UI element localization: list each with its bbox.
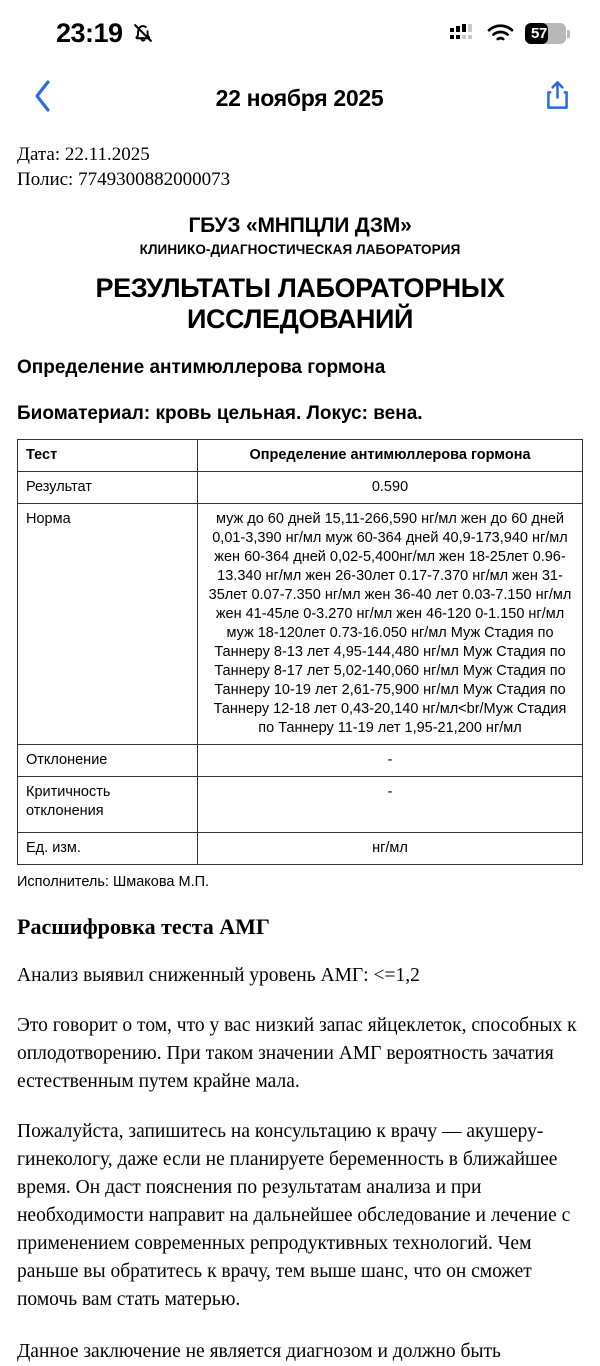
interpretation-heading: Расшифровка теста АМГ: [17, 914, 270, 939]
page-title: 22 ноября 2025: [215, 84, 384, 111]
table-row: [18, 777, 583, 833]
status-time: 23:19: [56, 17, 123, 48]
table-header-value: Определение антимюллерова гормона: [198, 440, 583, 472]
table-header-label: Тест: [18, 440, 198, 472]
battery-cap: [567, 30, 570, 38]
organization-name: ГБУЗ «МНПЦЛИ ДЗМ»: [188, 214, 412, 237]
row-value-result: 0.590: [198, 472, 583, 504]
document-date: Дата: 22.11.2025: [17, 144, 150, 165]
back-button[interactable]: [32, 79, 54, 118]
bell-mute-icon: [132, 22, 154, 44]
performer-line: Исполнитель: Шмакова М.П.: [17, 874, 210, 890]
row-label-norm: Норма: [18, 504, 198, 745]
interpretation-paragraph: Это говорит о том, что у вас низкий запас яйцеклеток, способных к оплодотворению. При таком значении АМГ вероятность зачатия естественным путем крайне мала.: [17, 1015, 577, 1092]
status-bar-left: [56, 17, 154, 48]
table-header-row: [18, 440, 583, 472]
table-row: [18, 504, 583, 745]
navigation-bar: [0, 66, 600, 130]
document-policy: Полис: 7749300882000073: [17, 169, 231, 190]
row-value-criticality: -: [198, 777, 583, 833]
share-button[interactable]: [545, 80, 570, 116]
document-body: [0, 142, 600, 1366]
organization-subtitle: КЛИНИКО-ДИАГНОСТИЧЕСКАЯ ЛАБОРАТОРИЯ: [139, 242, 461, 257]
row-value-units: нг/мл: [198, 833, 583, 865]
wifi-icon: [487, 23, 514, 43]
share-icon: [545, 80, 570, 116]
table-row: [18, 472, 583, 504]
row-label-result: Результат: [18, 472, 198, 504]
interpretation-paragraph: Данное заключение не является диагнозом и должно быть: [17, 1341, 501, 1362]
interpretation-paragraph: Пожалуйста, запишитесь на консультацию к врачу — акушеру-гинекологу, даже если не планируете беременность в ближайшее время. Он даст пояснения по результатам анализа и при необходимости направит на дальнейшее обследование и лечение с применением современных репродуктивных технологий. Чем раньше вы обратитесь к врачу, тем выше шанс, что он сможет помочь вам стать матерью.: [17, 1121, 571, 1310]
interpretation-paragraph: Анализ выявил сниженный уровень АМГ: <=1,2: [17, 965, 420, 986]
battery-indicator: [525, 23, 566, 44]
status-bar-right: [450, 23, 566, 44]
report-title: РЕЗУЛЬТАТЫ ЛАБОРАТОРНЫХ ИССЛЕДОВАНИЙ: [95, 273, 505, 334]
row-value-norm: муж до 60 дней 15,11-266,590 нг/мл жен до 60 дней 0,01-3,390 нг/мл муж 60-364 дней 40,9-173,940 нг/мл жен 60-364 дней 0,02-5,400нг/мл жен 18-25лет 0.96-13.340 нг/мл жен 26-30лет 0.17-7.370 нг/мл жен 31-35лет 0.07-7.350 нг/мл жен 36-40 лет 0.03-7.150 нг/мл жен 41-45ле 0-3.270 нг/мл жен 46-120 0-1.150 нг/мл муж 18-120лет 0.73-16.050 нг/мл Муж Стадия по Таннеру 8-13 лет 4,95-144,480 нг/мл Муж Стадия по Таннеру 8-17 лет 5,02-140,060 нг/мл Муж Стадия по Таннеру 10-19 лет 2,61-75,900 нг/мл Муж Стадия по Таннеру 12-18 лет 0,43-20,140 нг/мл<br/Муж Стадия по Таннеру 11-19 лет 1,95-21,200 нг/мл: [198, 504, 583, 745]
biomaterial-line: Биоматериал: кровь цельная. Локус: вена.: [17, 403, 423, 424]
cellular-signal-icon: [450, 23, 476, 43]
lab-result-table: [17, 439, 583, 865]
row-label-criticality: Критичность отклонения: [18, 777, 198, 833]
row-label-deviation: Отклонение: [18, 745, 198, 777]
battery-level: 57: [531, 24, 548, 42]
chevron-left-icon: [32, 79, 54, 118]
status-bar: [0, 0, 600, 66]
row-label-units: Ед. изм.: [18, 833, 198, 865]
table-row: [18, 833, 583, 865]
row-value-deviation: -: [198, 745, 583, 777]
table-row: [18, 745, 583, 777]
test-name-heading: Определение антимюллерова гормона: [17, 357, 386, 378]
document-meta: [17, 142, 583, 192]
